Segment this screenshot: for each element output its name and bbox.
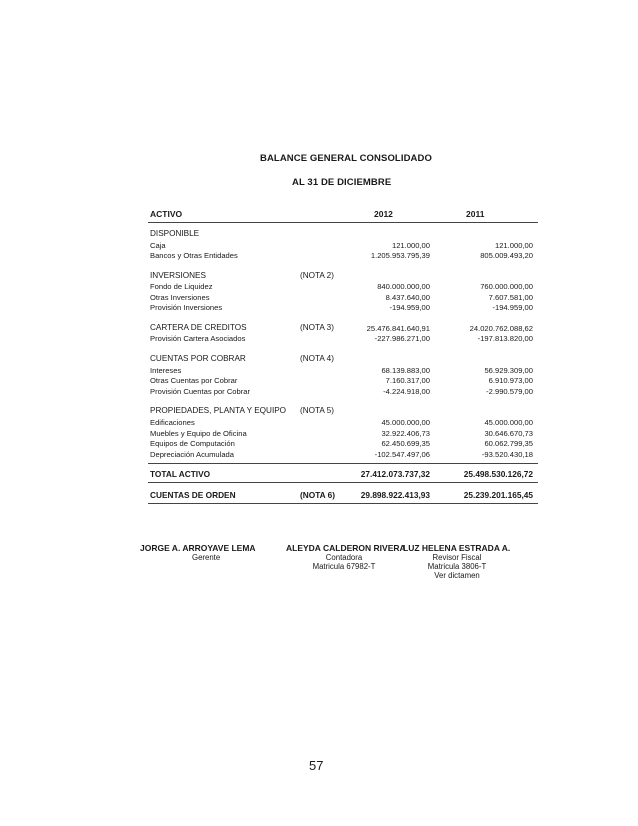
signature-block-gerente bbox=[140, 543, 280, 562]
row-label: Provisión Inversiones bbox=[150, 303, 223, 312]
value-2012: 1.205.953.795,39 bbox=[370, 251, 430, 260]
value-2011: 45.000.000,00 bbox=[484, 418, 533, 427]
row-label: Otras Cuentas por Cobrar bbox=[150, 376, 238, 385]
value-2011: -93.520.430,18 bbox=[481, 450, 533, 459]
value-2012: 32.922.406,73 bbox=[381, 429, 430, 438]
cuentas-orden-label: CUENTAS DE ORDEN bbox=[150, 490, 236, 500]
row-label: Bancos y Otras Entidades bbox=[150, 251, 238, 260]
page-number: 57 bbox=[309, 758, 324, 773]
group-title-inversiones: INVERSIONES bbox=[150, 271, 206, 280]
value-2011: 805.009.493,20 bbox=[480, 251, 533, 260]
signature-role: Revisor Fiscal bbox=[432, 553, 482, 562]
row-label: Provisión Cartera Asociados bbox=[150, 334, 246, 343]
value-2012: 25.476.841.640,91 bbox=[366, 324, 430, 333]
row-label: Intereses bbox=[150, 366, 182, 375]
group-title-cuentas-cobrar: CUENTAS POR COBRAR bbox=[150, 354, 246, 363]
total-top-rule bbox=[148, 463, 538, 464]
group-title-cartera: CARTERA DE CREDITOS bbox=[150, 323, 247, 332]
value-2011: -2.990.579,00 bbox=[486, 387, 533, 396]
year-2011-header: 2011 bbox=[466, 209, 485, 219]
orden-value-2011: 25.239.201.165,45 bbox=[463, 490, 533, 500]
row-label: Depreciación Acumulada bbox=[150, 450, 235, 459]
report-subtitle: AL 31 DE DICIEMBRE bbox=[292, 177, 392, 188]
value-2012: 840.000.000,00 bbox=[377, 282, 430, 291]
value-2012: 45.000.000,00 bbox=[381, 418, 430, 427]
value-2011: -194.959,00 bbox=[492, 303, 533, 312]
section-activo-header: ACTIVO bbox=[150, 209, 183, 219]
orden-value-2012: 29.898.922.413,93 bbox=[360, 490, 430, 500]
signature-role: Contadora bbox=[325, 553, 363, 562]
group-title-disponible: DISPONIBLE bbox=[150, 229, 200, 238]
note-ref: (NOTA 3) bbox=[300, 323, 334, 332]
value-2012: 7.160.317,00 bbox=[385, 376, 430, 385]
signature-matricula: Matricula 67982-T bbox=[312, 562, 376, 571]
signature-note: Ver dictamen bbox=[434, 571, 480, 580]
value-2012: 68.139.883,00 bbox=[381, 366, 430, 375]
note-ref: (NOTA 2) bbox=[300, 271, 334, 280]
signature-name: JORGE A. ARROYAVE LEMA bbox=[140, 543, 256, 553]
year-2012-header: 2012 bbox=[374, 209, 393, 219]
total-value-2011: 25.498.530.126,72 bbox=[463, 469, 533, 479]
value-2011: 760.000.000,00 bbox=[480, 282, 533, 291]
row-label: Caja bbox=[150, 241, 166, 250]
total-activo-label: TOTAL ACTIVO bbox=[150, 469, 211, 479]
row-label: Equipos de Computación bbox=[150, 439, 235, 448]
signature-matricula: Matricula 3806-T bbox=[427, 562, 487, 571]
signature-block-contadora bbox=[286, 543, 416, 571]
orden-bottom-rule bbox=[148, 503, 538, 504]
report-title: BALANCE GENERAL CONSOLIDADO bbox=[260, 153, 432, 164]
value-2011: -197.813.820,00 bbox=[477, 334, 533, 343]
total-value-2012: 27.412.073.737,32 bbox=[360, 469, 430, 479]
value-2012: -4.224.918,00 bbox=[383, 387, 430, 396]
signature-block-revisor bbox=[403, 543, 523, 580]
value-2011: 30.646.670,73 bbox=[484, 429, 533, 438]
value-2012: 121.000,00 bbox=[391, 241, 430, 250]
group-title-propiedades: PROPIEDADES, PLANTA Y EQUIPO bbox=[150, 406, 287, 415]
value-2012: -102.547.497,06 bbox=[374, 450, 430, 459]
signature-name: ALEYDA CALDERON RIVERA bbox=[286, 543, 406, 553]
value-2012: -194.959,00 bbox=[389, 303, 430, 312]
row-label: Otras Inversiones bbox=[150, 293, 210, 302]
signature-role: Gerente bbox=[192, 553, 221, 562]
value-2011: 121.000,00 bbox=[494, 241, 533, 250]
value-2011: 60.062.799,35 bbox=[484, 439, 533, 448]
value-2011: 7.607.581,00 bbox=[488, 293, 533, 302]
note-ref: (NOTA 6) bbox=[300, 490, 336, 500]
value-2011: 6.910.973,00 bbox=[488, 376, 533, 385]
row-label: Fondo de Liquidez bbox=[150, 282, 213, 291]
value-2011: 56.929.309,00 bbox=[484, 366, 533, 375]
note-ref: (NOTA 4) bbox=[300, 354, 334, 363]
row-label: Edificaciones bbox=[150, 418, 195, 427]
total-bottom-rule bbox=[148, 482, 538, 483]
header-rule bbox=[148, 222, 538, 223]
value-2011: 24.020.762.088,62 bbox=[469, 324, 533, 333]
value-2012: 62.450.699,35 bbox=[381, 439, 430, 448]
value-2012: 8.437.640,00 bbox=[385, 293, 430, 302]
note-ref: (NOTA 5) bbox=[300, 406, 334, 415]
signature-name: LUZ HELENA ESTRADA A. bbox=[403, 543, 511, 553]
row-label: Provisión Cuentas por Cobrar bbox=[150, 387, 251, 396]
value-2012: -227.986.271,00 bbox=[374, 334, 430, 343]
row-label: Muebles y Equipo de Oficina bbox=[150, 429, 247, 438]
